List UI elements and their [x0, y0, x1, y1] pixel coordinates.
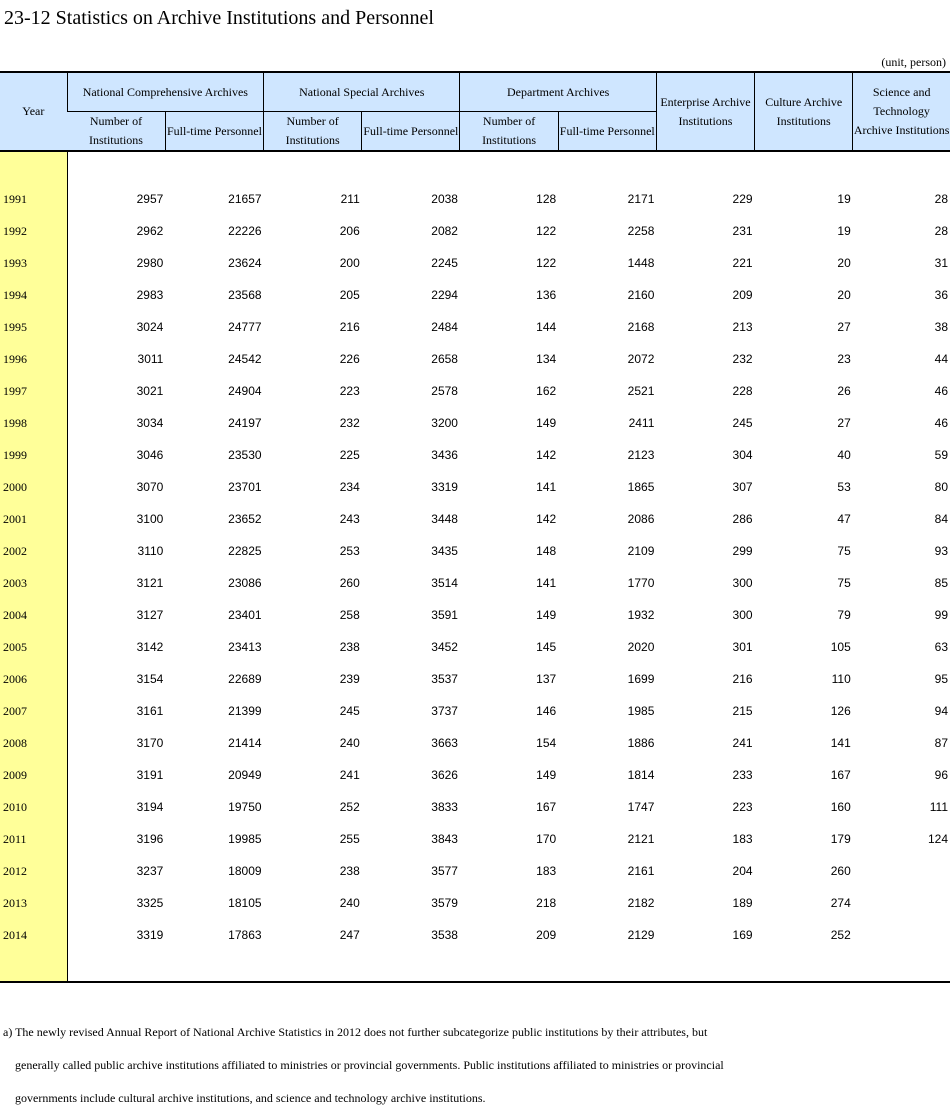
- year-cell: 2006: [0, 663, 67, 695]
- header-ncomp-number-of-institutions: Number of Institutions: [67, 112, 165, 152]
- table-row: [0, 663, 950, 695]
- year-cell: 1994: [0, 279, 67, 311]
- page-title: 23-12 Statistics on Archive Institutions and Personnel: [4, 7, 434, 29]
- scitech-cell: 80: [934, 480, 948, 494]
- header-dept-number-of-institutions: Number of Institutions: [460, 112, 558, 152]
- ncomp-personnel-cell: 24197: [228, 416, 262, 430]
- unit-note: (unit, person): [881, 55, 946, 69]
- table-row: [0, 215, 950, 247]
- ncomp-personnel-cell: 18009: [228, 864, 262, 878]
- dept-personnel-cell: 2072: [627, 352, 655, 366]
- table-row: [0, 727, 950, 759]
- table-row: [0, 375, 950, 407]
- nspec-personnel-cell: 2245: [431, 256, 458, 270]
- nspec-personnel-cell: 3663: [431, 736, 458, 750]
- year-cell: 1998: [0, 407, 67, 439]
- ncomp-personnel-cell: 23530: [228, 448, 262, 462]
- ncomp-personnel-cell: 23401: [228, 608, 262, 622]
- ncomp-personnel-cell: 17863: [228, 928, 262, 942]
- ncomp-personnel-cell: 18105: [228, 896, 262, 910]
- enterprise-cell: 189: [732, 896, 753, 910]
- culture-cell: 23: [837, 352, 851, 366]
- nspec-institutions-cell: 240: [339, 896, 360, 910]
- ncomp-personnel-cell: 23568: [228, 288, 262, 302]
- year-cell: 2007: [0, 695, 67, 727]
- dept-institutions-cell: 136: [536, 288, 557, 302]
- ncomp-institutions-cell: 3191: [136, 768, 164, 782]
- year-cell: 2005: [0, 631, 67, 663]
- dept-institutions-cell: 170: [536, 832, 557, 846]
- enterprise-cell: 213: [732, 320, 753, 334]
- year-cell: 1999: [0, 439, 67, 471]
- table-row: [0, 887, 950, 919]
- year-cell: 2013: [0, 887, 67, 919]
- enterprise-cell: 241: [732, 736, 753, 750]
- year-cell: 2009: [0, 759, 67, 791]
- culture-cell: 47: [837, 512, 851, 526]
- enterprise-cell: 232: [732, 352, 753, 366]
- nspec-personnel-cell: 3579: [431, 896, 458, 910]
- enterprise-cell: 300: [732, 576, 753, 590]
- nspec-personnel-cell: 3319: [431, 480, 458, 494]
- year-cell: 1993: [0, 247, 67, 279]
- nspec-personnel-cell: 2082: [431, 224, 458, 238]
- ncomp-institutions-cell: 3024: [136, 320, 164, 334]
- nspec-personnel-cell: 3577: [431, 864, 458, 878]
- enterprise-cell: 169: [732, 928, 753, 942]
- enterprise-cell: 216: [732, 672, 753, 686]
- year-cell: 1992: [0, 215, 67, 247]
- year-cell: 1997: [0, 375, 67, 407]
- enterprise-cell: 304: [732, 448, 753, 462]
- dept-personnel-cell: 2020: [627, 640, 655, 654]
- scitech-cell: 28: [934, 192, 948, 206]
- nspec-personnel-cell: 3843: [431, 832, 458, 846]
- dept-personnel-cell: 1886: [627, 736, 655, 750]
- dept-institutions-cell: 144: [536, 320, 557, 334]
- table-row: [0, 183, 950, 215]
- ncomp-personnel-cell: 22226: [228, 224, 262, 238]
- enterprise-cell: 301: [732, 640, 753, 654]
- scitech-cell: 31: [934, 256, 948, 270]
- culture-cell: 274: [830, 896, 851, 910]
- footnote-line-2: generally called public archive institutions affiliated to ministries or provincial governments. Public institutions affiliated to ministries or provincial: [15, 1058, 724, 1072]
- nspec-institutions-cell: 216: [339, 320, 360, 334]
- nspec-institutions-cell: 253: [339, 544, 360, 558]
- culture-cell: 126: [830, 704, 851, 718]
- dept-institutions-cell: 149: [536, 416, 557, 430]
- ncomp-personnel-cell: 21657: [228, 192, 262, 206]
- scitech-cell: 63: [934, 640, 948, 654]
- nspec-institutions-cell: 241: [339, 768, 360, 782]
- header-science-technology-archive-institutions: Science and Technology Archive Institutions: [853, 72, 950, 151]
- nspec-institutions-cell: 238: [339, 640, 360, 654]
- dept-institutions-cell: 154: [536, 736, 557, 750]
- culture-cell: 79: [837, 608, 851, 622]
- scitech-cell: 46: [934, 416, 948, 430]
- header-year: Year: [0, 72, 67, 151]
- nspec-institutions-cell: 225: [339, 448, 360, 462]
- scitech-cell: [853, 919, 950, 951]
- culture-cell: 160: [830, 800, 851, 814]
- year-cell: 2010: [0, 791, 67, 823]
- scitech-cell: 44: [934, 352, 948, 366]
- scitech-cell: [853, 887, 950, 919]
- header-national-special-archives: National Special Archives: [264, 72, 460, 112]
- ncomp-institutions-cell: 2980: [136, 256, 164, 270]
- dept-institutions-cell: 141: [536, 576, 557, 590]
- nspec-institutions-cell: 240: [339, 736, 360, 750]
- culture-cell: 105: [830, 640, 851, 654]
- scitech-cell: 46: [934, 384, 948, 398]
- nspec-personnel-cell: 3538: [431, 928, 458, 942]
- enterprise-cell: 209: [732, 288, 753, 302]
- enterprise-cell: 204: [732, 864, 753, 878]
- ncomp-personnel-cell: 24777: [228, 320, 262, 334]
- dept-institutions-cell: 142: [536, 512, 557, 526]
- enterprise-cell: 307: [732, 480, 753, 494]
- scitech-cell: [853, 855, 950, 887]
- ncomp-personnel-cell: 23701: [228, 480, 262, 494]
- table-row: [0, 311, 950, 343]
- culture-cell: 260: [830, 864, 851, 878]
- ncomp-institutions-cell: 3319: [136, 928, 164, 942]
- ncomp-institutions-cell: 3121: [136, 576, 164, 590]
- nspec-institutions-cell: 223: [339, 384, 360, 398]
- nspec-institutions-cell: 255: [339, 832, 360, 846]
- scitech-cell: 59: [934, 448, 948, 462]
- scitech-cell: 87: [934, 736, 948, 750]
- dept-institutions-cell: 128: [536, 192, 557, 206]
- culture-cell: 75: [837, 576, 851, 590]
- dept-institutions-cell: 148: [536, 544, 557, 558]
- ncomp-personnel-cell: 20949: [228, 768, 262, 782]
- nspec-institutions-cell: 211: [340, 192, 360, 206]
- nspec-institutions-cell: 243: [339, 512, 360, 526]
- ncomp-institutions-cell: 3110: [137, 544, 164, 558]
- dept-personnel-cell: 1747: [627, 800, 655, 814]
- enterprise-cell: 286: [732, 512, 753, 526]
- nspec-personnel-cell: 3833: [431, 800, 458, 814]
- year-cell: 1991: [0, 183, 67, 215]
- year-cell: 2003: [0, 567, 67, 599]
- table-row: [0, 695, 950, 727]
- enterprise-cell: 231: [732, 224, 753, 238]
- table-row: [0, 759, 950, 791]
- dept-institutions-cell: 145: [536, 640, 557, 654]
- header-enterprise-archive-institutions: Enterprise Archive Institutions: [656, 72, 754, 151]
- dept-personnel-cell: 2411: [628, 416, 655, 430]
- ncomp-personnel-cell: 21414: [228, 736, 262, 750]
- enterprise-cell: 221: [732, 256, 753, 270]
- dept-institutions-cell: 183: [536, 864, 557, 878]
- ncomp-personnel-cell: 24542: [228, 352, 262, 366]
- dept-institutions-cell: 209: [536, 928, 557, 942]
- header-dept-full-time-personnel: Full-time Personnel: [558, 112, 656, 152]
- table-row: [0, 279, 950, 311]
- table-row: [0, 503, 950, 535]
- enterprise-cell: 245: [732, 416, 753, 430]
- table-row: [0, 439, 950, 471]
- culture-cell: 75: [837, 544, 851, 558]
- scitech-cell: 28: [934, 224, 948, 238]
- scitech-cell: 36: [934, 288, 948, 302]
- table-row: [0, 471, 950, 503]
- table-row: [0, 823, 950, 855]
- culture-cell: 252: [830, 928, 851, 942]
- nspec-institutions-cell: 232: [339, 416, 360, 430]
- culture-cell: 141: [830, 736, 851, 750]
- header-national-comprehensive-archives: National Comprehensive Archives: [67, 72, 263, 112]
- dept-personnel-cell: 1770: [627, 576, 655, 590]
- culture-cell: 27: [837, 416, 851, 430]
- nspec-institutions-cell: 239: [339, 672, 360, 686]
- archive-statistics-table: [0, 71, 950, 983]
- culture-cell: 167: [830, 768, 851, 782]
- nspec-institutions-cell: 234: [339, 480, 360, 494]
- year-cell: 2014: [0, 919, 67, 951]
- scitech-cell: 84: [934, 512, 948, 526]
- dept-institutions-cell: 167: [536, 800, 557, 814]
- nspec-institutions-cell: 260: [339, 576, 360, 590]
- ncomp-personnel-cell: 24904: [228, 384, 262, 398]
- header-nspec-full-time-personnel: Full-time Personnel: [362, 112, 460, 152]
- culture-cell: 26: [837, 384, 851, 398]
- header-ncomp-full-time-personnel: Full-time Personnel: [165, 112, 263, 152]
- footnote-line-3: governments include cultural archive institutions, and science and technology archive institutions.: [15, 1091, 486, 1105]
- ncomp-personnel-cell: 19985: [228, 832, 262, 846]
- ncomp-personnel-cell: 23413: [228, 640, 262, 654]
- dept-institutions-cell: 137: [536, 672, 557, 686]
- dept-personnel-cell: 2129: [627, 928, 655, 942]
- dept-institutions-cell: 162: [536, 384, 557, 398]
- ncomp-institutions-cell: 3021: [136, 384, 164, 398]
- nspec-institutions-cell: 258: [339, 608, 360, 622]
- year-cell: 2011: [0, 823, 67, 855]
- year-cell: 2012: [0, 855, 67, 887]
- dept-personnel-cell: 2258: [627, 224, 655, 238]
- nspec-institutions-cell: 252: [339, 800, 360, 814]
- ncomp-institutions-cell: 3237: [136, 864, 164, 878]
- nspec-personnel-cell: 3514: [431, 576, 458, 590]
- year-cell: 1995: [0, 311, 67, 343]
- dept-institutions-cell: 122: [536, 256, 557, 270]
- nspec-personnel-cell: 3200: [431, 416, 458, 430]
- ncomp-personnel-cell: 19750: [228, 800, 262, 814]
- enterprise-cell: 300: [732, 608, 753, 622]
- table-row: [0, 599, 950, 631]
- scitech-cell: 94: [934, 704, 948, 718]
- culture-cell: 110: [831, 672, 851, 686]
- ncomp-institutions-cell: 2983: [136, 288, 164, 302]
- dept-personnel-cell: 2121: [627, 832, 655, 846]
- ncomp-institutions-cell: 3034: [136, 416, 164, 430]
- scitech-cell: 96: [934, 768, 948, 782]
- nspec-institutions-cell: 247: [339, 928, 360, 942]
- year-cell: 2000: [0, 471, 67, 503]
- scitech-cell: 38: [934, 320, 948, 334]
- culture-cell: 53: [837, 480, 851, 494]
- nspec-personnel-cell: 3435: [431, 544, 458, 558]
- table-row: [0, 247, 950, 279]
- ncomp-personnel-cell: 22825: [228, 544, 262, 558]
- year-cell: 2001: [0, 503, 67, 535]
- ncomp-institutions-cell: 2962: [136, 224, 164, 238]
- nspec-institutions-cell: 206: [339, 224, 360, 238]
- year-cell: [0, 151, 67, 183]
- footnote: [3, 1016, 943, 1115]
- ncomp-institutions-cell: 3142: [136, 640, 164, 654]
- dept-institutions-cell: 134: [536, 352, 557, 366]
- dept-institutions-cell: 122: [536, 224, 557, 238]
- culture-cell: 20: [837, 256, 851, 270]
- footnote-line-1: a) The newly revised Annual Report of National Archive Statistics in 2012 does not further subcategorize public institutions by their attributes, but: [3, 1025, 708, 1039]
- enterprise-cell: 215: [732, 704, 753, 718]
- dept-personnel-cell: 2171: [627, 192, 655, 206]
- culture-cell: 19: [837, 224, 851, 238]
- dept-personnel-cell: 1932: [627, 608, 655, 622]
- table-row: [0, 791, 950, 823]
- dept-institutions-cell: 218: [536, 896, 557, 910]
- ncomp-institutions-cell: 3325: [136, 896, 164, 910]
- year-cell: 2004: [0, 599, 67, 631]
- culture-cell: 19: [837, 192, 851, 206]
- table-row: [0, 631, 950, 663]
- nspec-institutions-cell: 200: [339, 256, 360, 270]
- enterprise-cell: 233: [732, 768, 753, 782]
- table-row: [0, 343, 950, 375]
- nspec-personnel-cell: 2294: [431, 288, 458, 302]
- dept-personnel-cell: 2086: [627, 512, 655, 526]
- nspec-personnel-cell: 2578: [431, 384, 458, 398]
- year-cell: [0, 951, 67, 982]
- ncomp-institutions-cell: 3170: [136, 736, 164, 750]
- culture-cell: 179: [830, 832, 851, 846]
- dept-personnel-cell: 2109: [627, 544, 655, 558]
- scitech-cell: 93: [934, 544, 948, 558]
- nspec-personnel-cell: 2484: [431, 320, 458, 334]
- dept-personnel-cell: 1865: [627, 480, 655, 494]
- nspec-personnel-cell: 2658: [431, 352, 458, 366]
- enterprise-cell: 183: [732, 832, 753, 846]
- nspec-institutions-cell: 205: [339, 288, 360, 302]
- ncomp-institutions-cell: 3161: [136, 704, 164, 718]
- table-row: [0, 855, 950, 887]
- dept-institutions-cell: 142: [536, 448, 557, 462]
- ncomp-personnel-cell: 23652: [228, 512, 262, 526]
- table-row: [0, 919, 950, 951]
- header-culture-archive-institutions: Culture Archive Institutions: [755, 72, 853, 151]
- culture-cell: 27: [837, 320, 851, 334]
- table-row: [0, 567, 950, 599]
- dept-institutions-cell: 146: [536, 704, 557, 718]
- dept-personnel-cell: 2521: [627, 384, 655, 398]
- scitech-cell: 111: [929, 800, 948, 814]
- dept-personnel-cell: 1448: [627, 256, 655, 270]
- ncomp-institutions-cell: 3011: [137, 352, 164, 366]
- ncomp-institutions-cell: 3070: [136, 480, 164, 494]
- scitech-cell: 95: [934, 672, 948, 686]
- nspec-personnel-cell: 3436: [431, 448, 458, 462]
- scitech-cell: 85: [934, 576, 948, 590]
- nspec-personnel-cell: 3537: [431, 672, 458, 686]
- enterprise-cell: 299: [732, 544, 753, 558]
- dept-personnel-cell: 2168: [627, 320, 655, 334]
- ncomp-personnel-cell: 21399: [228, 704, 262, 718]
- nspec-personnel-cell: 3626: [431, 768, 458, 782]
- ncomp-personnel-cell: 23624: [228, 256, 262, 270]
- year-cell: 2002: [0, 535, 67, 567]
- ncomp-institutions-cell: 3194: [136, 800, 164, 814]
- enterprise-cell: 223: [732, 800, 753, 814]
- ncomp-institutions-cell: 3100: [136, 512, 164, 526]
- dept-personnel-cell: 1699: [627, 672, 655, 686]
- year-cell: 1996: [0, 343, 67, 375]
- header-department-archives: Department Archives: [460, 72, 656, 112]
- dept-personnel-cell: 2123: [627, 448, 655, 462]
- ncomp-personnel-cell: 23086: [228, 576, 262, 590]
- header-nspec-number-of-institutions: Number of Institutions: [264, 112, 362, 152]
- dept-institutions-cell: 149: [536, 608, 557, 622]
- ncomp-personnel-cell: 22689: [228, 672, 262, 686]
- ncomp-institutions-cell: 3196: [136, 832, 164, 846]
- dept-institutions-cell: 141: [536, 480, 557, 494]
- nspec-personnel-cell: 3448: [431, 512, 458, 526]
- dept-personnel-cell: 2161: [627, 864, 655, 878]
- culture-cell: 40: [837, 448, 851, 462]
- nspec-institutions-cell: 245: [339, 704, 360, 718]
- nspec-institutions-cell: 238: [339, 864, 360, 878]
- nspec-institutions-cell: 226: [339, 352, 360, 366]
- enterprise-cell: 228: [732, 384, 753, 398]
- table-spacer-row: [0, 151, 950, 183]
- ncomp-institutions-cell: 3127: [136, 608, 164, 622]
- dept-institutions-cell: 149: [536, 768, 557, 782]
- nspec-personnel-cell: 2038: [431, 192, 458, 206]
- nspec-personnel-cell: 3452: [431, 640, 458, 654]
- enterprise-cell: 229: [732, 192, 753, 206]
- scitech-cell: 124: [927, 832, 948, 846]
- dept-personnel-cell: 1985: [627, 704, 655, 718]
- table-row: [0, 535, 950, 567]
- culture-cell: 20: [837, 288, 851, 302]
- ncomp-institutions-cell: 3154: [136, 672, 164, 686]
- table-row: [0, 407, 950, 439]
- dept-personnel-cell: 1814: [627, 768, 655, 782]
- dept-personnel-cell: 2160: [627, 288, 655, 302]
- scitech-cell: 99: [934, 608, 948, 622]
- dept-personnel-cell: 2182: [627, 896, 655, 910]
- table-end-row: [0, 951, 950, 982]
- ncomp-institutions-cell: 3046: [136, 448, 164, 462]
- ncomp-institutions-cell: 2957: [136, 192, 164, 206]
- nspec-personnel-cell: 3737: [431, 704, 458, 718]
- nspec-personnel-cell: 3591: [431, 608, 458, 622]
- year-cell: 2008: [0, 727, 67, 759]
